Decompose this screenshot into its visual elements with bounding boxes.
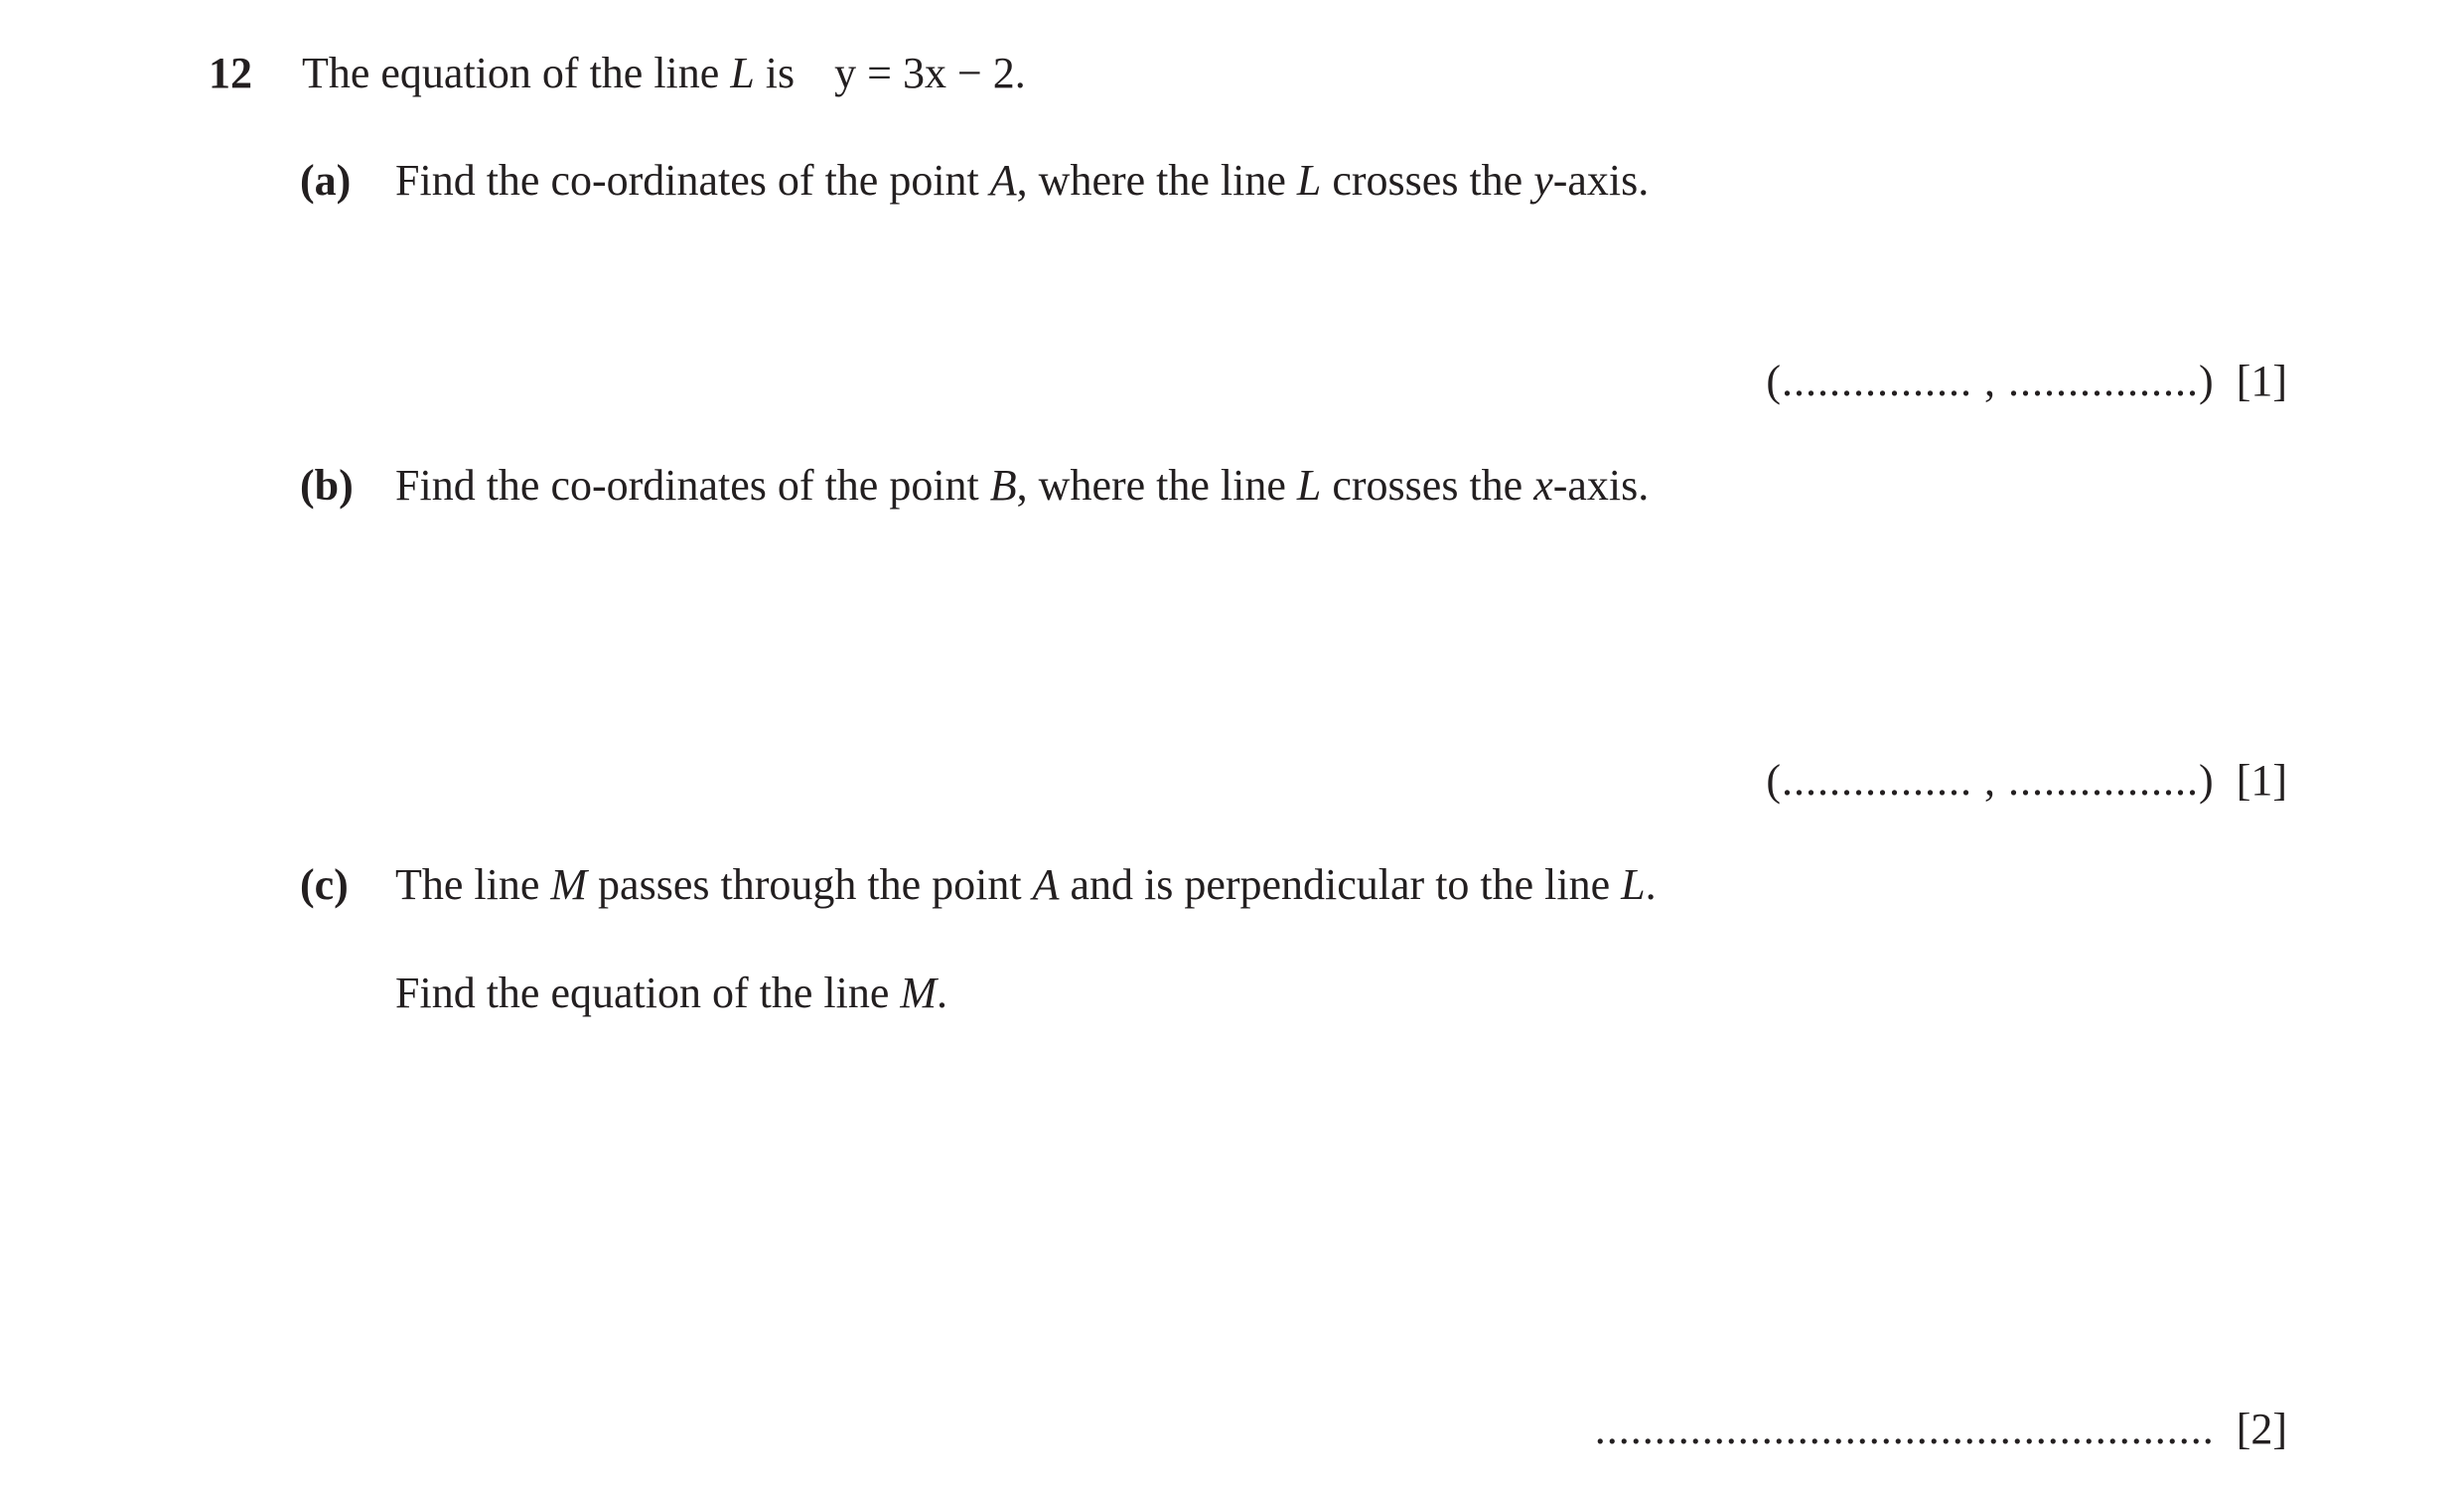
part-c-marks: [2] — [2236, 1405, 2287, 1453]
part-b-label: (b) — [300, 461, 354, 510]
part-a-answer-line[interactable]: (................ , ................) [1] — [1766, 357, 2287, 405]
part-b-answer-line[interactable]: (................ , ................) [1] — [1766, 756, 2287, 805]
part-c-instruction: Find the equation of the line M. — [395, 969, 947, 1017]
part-b-marks: [1] — [2236, 756, 2287, 805]
question-stem: The equation of the line L is y = 3x − 2. — [302, 49, 1026, 97]
question-number: 12 — [209, 49, 252, 97]
part-a-text: Find the co-ordinates of the point A, where the line L crosses the y-axis. — [395, 156, 1650, 205]
part-c-answer-line[interactable]: .................................................... [2] — [1594, 1405, 2287, 1453]
part-c-label: (c) — [300, 860, 349, 909]
part-a-label: (a) — [300, 156, 352, 205]
part-a-marks: [1] — [2236, 357, 2287, 405]
part-b-text: Find the co-ordinates of the point B, where the line L crosses the x-axis. — [395, 461, 1650, 510]
line-equation: y = 3x − 2. — [834, 49, 1026, 97]
part-c-text: The line M passes through the point A and is perpendicular to the line L. — [395, 860, 1657, 909]
